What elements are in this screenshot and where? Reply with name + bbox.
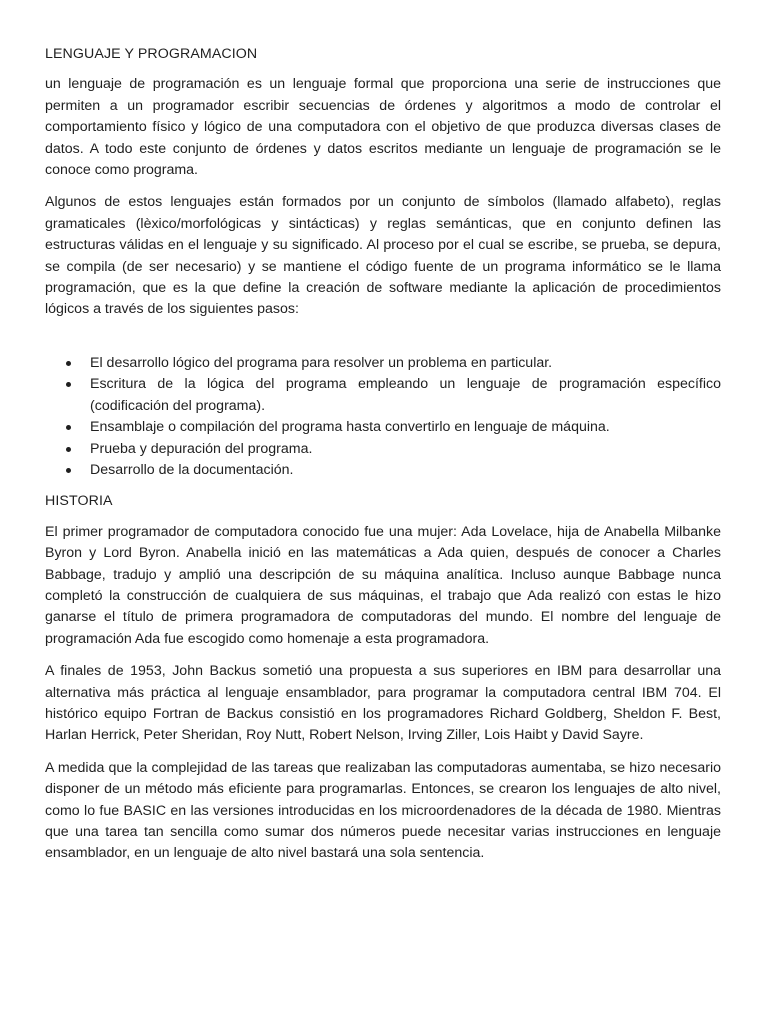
blank-line bbox=[45, 332, 721, 353]
document-page bbox=[45, 44, 721, 876]
history-paragraph-high-level: A medida que la complejidad de las tareas que realizaban las computadoras aumentaba, se hizo necesario disponer de un método más eficiente para programarlas. Entonces, se crearon los lenguajes de alto nivel, como lo fue BASIC en las versiones introducidas en los microordenadores de la década de 1980. Mientras que una tarea tan sencilla como sumar dos números puede necesitar varias instrucciones en lenguaje ensamblador, en un lenguaje de alto nivel bastará una sola sentencia. bbox=[45, 759, 721, 862]
bullet-icon bbox=[66, 382, 71, 387]
list-item-text: Escritura de la lógica del programa empleando un lenguaje de programación específico (codificación del programa). bbox=[90, 376, 721, 414]
bullet-icon bbox=[66, 425, 71, 430]
list-item-text: Desarrollo de la documentación. bbox=[90, 461, 294, 478]
list-item-text: Prueba y depuración del programa. bbox=[90, 440, 313, 457]
bullet-icon bbox=[66, 361, 71, 366]
history-heading: HISTORIA bbox=[45, 493, 113, 510]
list-item bbox=[45, 460, 721, 481]
history-paragraph-fortran: A finales de 1953, John Backus sometió una propuesta a sus superiores en IBM para desarrollar una alternativa más práctica al lenguaje ensamblador, para programar la computadora central IBM 704. El histórico equipo Fortran de Backus consistió en los programadores Richard Goldberg, Sheldon F. Best, Harlan Herrick, Peter Sheridan, Roy Nutt, Robert Nelson, Irving Ziller, Lois Haibt y David Sayre. bbox=[45, 663, 721, 744]
bullet-icon bbox=[66, 447, 71, 452]
programming-steps-list bbox=[45, 353, 721, 481]
history-paragraph-ada: El primer programador de computadora conocido fue una mujer: Ada Lovelace, hija de Anabella Milbanke Byron y Lord Byron. Anabella inició en las matemáticas a Ada quien, después de conocer a Charles Babbage, tradujo y amplió una descripción de su máquina analítica. Incluso aunque Babbage nunca completó la construcción de cualquiera de sus máquinas, el trabajo que Ada realizó con estas le hizo ganarse el título de primera programadora de computadoras del mundo. El nombre del lenguaje de programación Ada fue escogido como homenaje a esta programadora. bbox=[45, 523, 721, 647]
list-item bbox=[45, 353, 721, 374]
bullet-icon bbox=[66, 468, 71, 473]
intro-paragraph-definition: un lenguaje de programación es un lenguaje formal que proporciona una serie de instrucciones que permiten a un programador escribir secuencias de órdenes y algoritmos a modo de controlar el comportamiento físico y lógico de una computadora con el objetivo de que produzca diversas clases de datos. A todo este conjunto de órdenes y datos escritos mediante un lenguaje de programación se le conoce como programa. bbox=[45, 76, 721, 179]
list-item-text: El desarrollo lógico del programa para resolver un problema en particular. bbox=[90, 354, 553, 371]
document-title: LENGUAJE Y PROGRAMACION bbox=[45, 46, 258, 62]
list-item bbox=[45, 439, 721, 460]
intro-paragraph-programming: Algunos de estos lenguajes están formados por un conjunto de símbolos (llamado alfabeto), reglas gramaticales (lèxico/morfológicas y sintácticas) y reglas semánticas, que en conjunto definen las estructuras válidas en el lenguaje y su significado. Al proceso por el cual se escribe, se prueba, se depura, se compila (de ser necesario) y se mantiene el código fuente de un programa informático se le llama programación, que es la que define la creación de software mediante la aplicación de procedimientos lógicos a través de los siguientes pasos: bbox=[45, 194, 721, 318]
list-item bbox=[45, 374, 721, 417]
list-item bbox=[45, 417, 721, 438]
list-item-text: Ensamblaje o compilación del programa hasta convertirlo en lenguaje de máquina. bbox=[90, 419, 610, 436]
